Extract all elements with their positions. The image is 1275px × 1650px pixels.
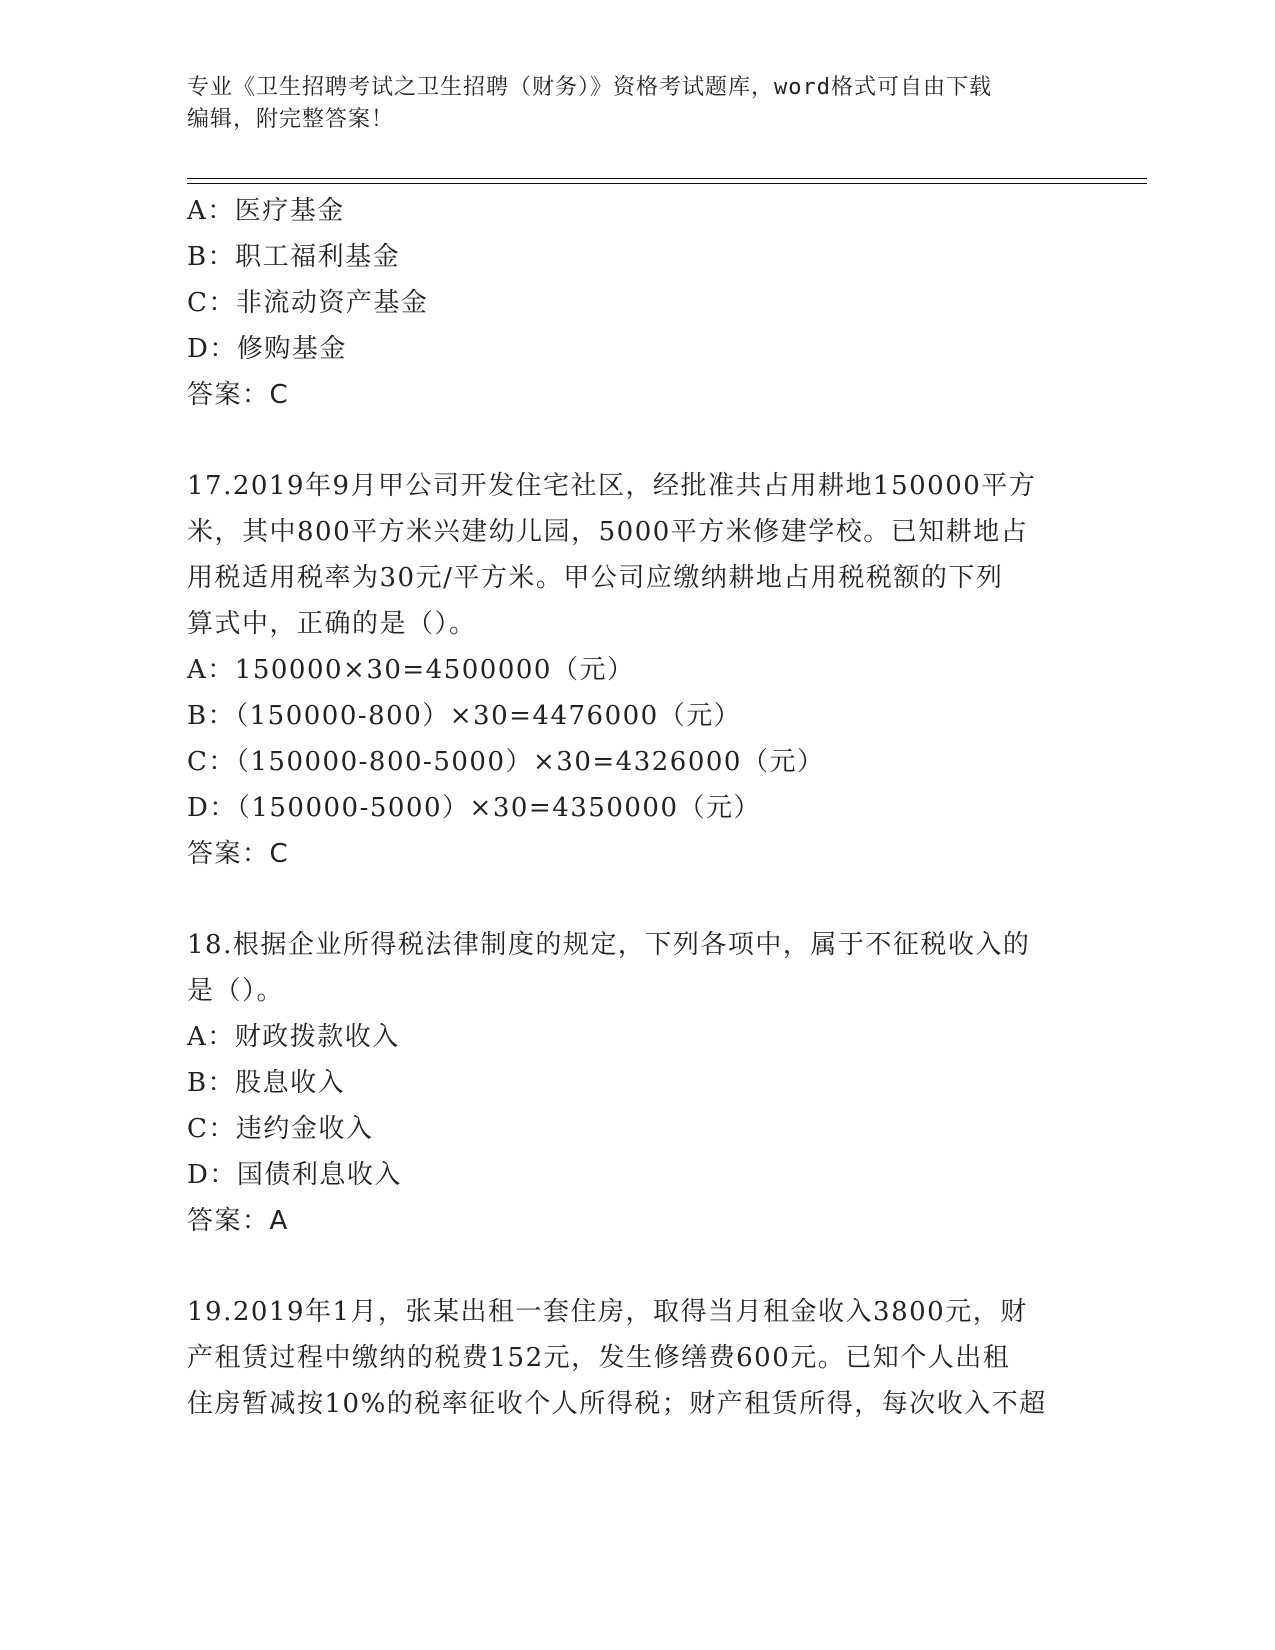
header-divider-top — [187, 178, 1147, 179]
option-d: D：国债利息收入 — [187, 1160, 402, 1190]
option-b: B：（150000-800）×30=4476000（元） — [187, 701, 742, 731]
option-c: C：非流动资产基金 — [187, 288, 429, 318]
question-16-continued — [187, 188, 1087, 418]
question-stem-line: 米，其中800平方米兴建幼儿园，5000平方米修建学校。已知耕地占 — [187, 517, 1029, 547]
question-stem-line: 住房暂减按10%的税率征收个人所得税；财产租赁所得，每次收入不超 — [187, 1389, 1047, 1419]
option-a: A：医疗基金 — [187, 196, 345, 226]
option-a: A：财政拨款收入 — [187, 1022, 400, 1052]
question-stem-line: 是（）。 — [187, 976, 285, 1006]
question-content — [187, 188, 1087, 1427]
option-c: C：（150000-800-5000）×30=4326000（元） — [187, 747, 825, 777]
question-19 — [187, 1289, 1087, 1427]
question-stem-line: 18.根据企业所得税法律制度的规定，下列各项中，属于不征税收入的 — [187, 930, 1031, 960]
question-18 — [187, 922, 1087, 1244]
question-stem-line: 算式中，正确的是（）。 — [187, 609, 477, 639]
question-stem-line: 19.2019年1月，张某出租一套住房，取得当月租金收入3800元，财 — [187, 1297, 1028, 1327]
option-b: B：股息收入 — [187, 1068, 346, 1098]
question-stem-line: 产租赁过程中缴纳的税费152元，发生修缮费600元。已知个人出租 — [187, 1343, 1011, 1373]
document-header — [187, 72, 1087, 136]
answer-line: 答案：A — [187, 1206, 289, 1236]
header-divider-bottom — [187, 183, 1147, 184]
option-d: D：修购基金 — [187, 334, 347, 364]
option-d: D：（150000-5000）×30=4350000（元） — [187, 793, 761, 823]
answer-line: 答案：C — [187, 839, 290, 869]
question-17 — [187, 463, 1087, 877]
question-stem-line: 17.2019年9月甲公司开发住宅社区，经批准共占用耕地150000平方 — [187, 471, 1037, 501]
option-b: B：职工福利基金 — [187, 242, 401, 272]
header-line-1: 专业《卫生招聘考试之卫生招聘（财务）》资格考试题库，word格式可自由下载 — [187, 75, 992, 100]
option-c: C：违约金收入 — [187, 1114, 374, 1144]
answer-line: 答案：C — [187, 380, 290, 410]
header-line-2: 编辑，附完整答案！ — [187, 107, 395, 132]
question-stem-line: 用税适用税率为30元/平方米。甲公司应缴纳耕地占用税税额的下列 — [187, 563, 1004, 593]
option-a: A：150000×30=4500000（元） — [187, 655, 635, 685]
